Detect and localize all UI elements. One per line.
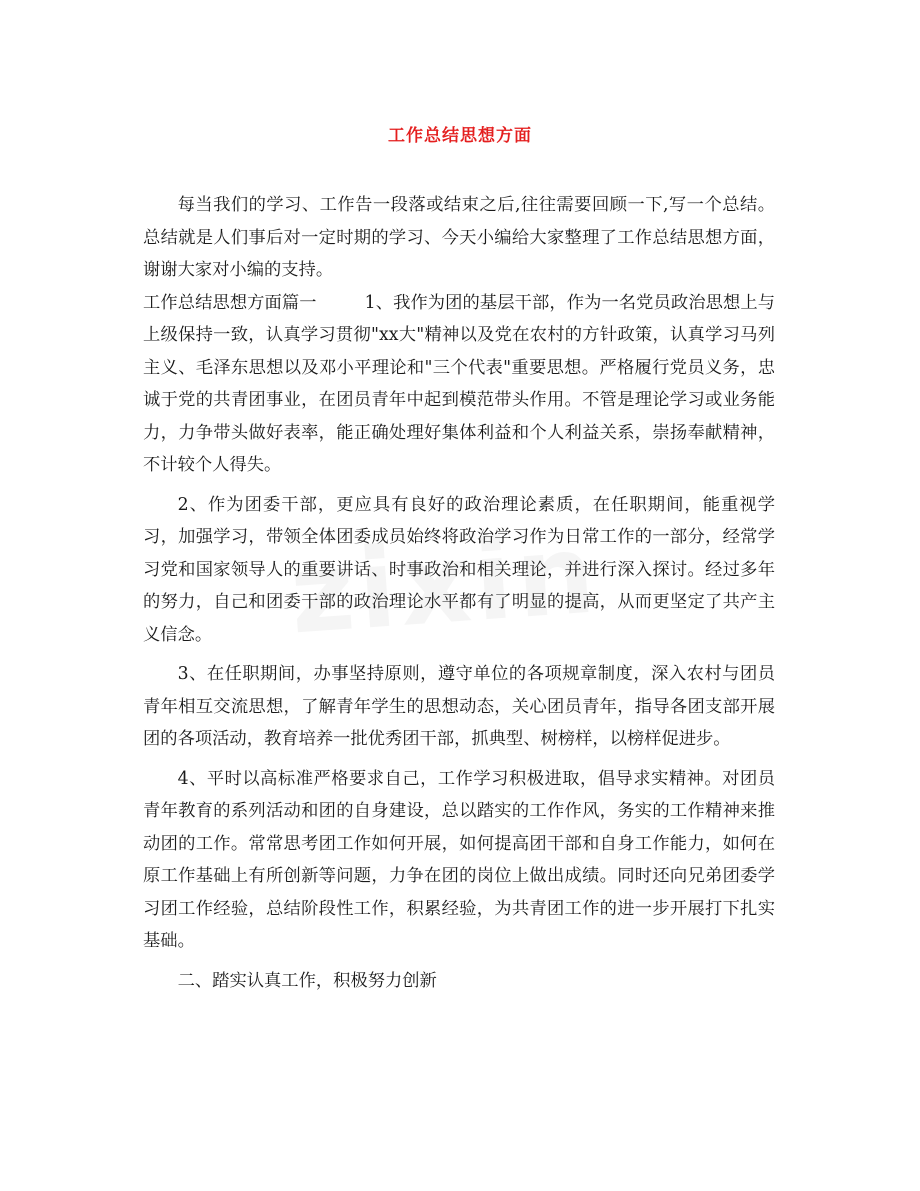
intro-paragraph: 每当我们的学习、工作告一段落或结束之后,往往需要回顾一下,写一个总结。总结就是人们事后对一定时期的学习、今天小编给大家整理了工作总结思想方面，谢谢大家对小编的支持。 (143, 195, 775, 280)
paragraph-2: 2、作为团委干部，更应具有良好的政治理论素质，在任职期间，能重视学习，加强学习，带领全体团委成员始终将政治学习作为日常工作的一部分，经常学习党和国家领导人的重要讲话、时事政治和相关理论，并进行深入探讨。经过多年的努力，自己和团委干部的政治理论水平都有了明显的提高，从而更坚定了共产主义信念。 (143, 494, 775, 645)
document-title: 工作总结思想方面 (388, 126, 532, 146)
paragraph-3: 3、在任职期间，办事坚持原则，遵守单位的各项规章制度，深入农村与团员青年相互交流思想，了解青年学生的思想动态，关心团员青年，指导各团支部开展团的各项活动，教育培养一批优秀团干部，抓典型、树榜样，以榜样促进步。 (143, 664, 775, 749)
paragraph-1: 1、我作为团的基层干部，作为一名党员政治思想上与上级保持一致，认真学习贯彻"xx大"精神以及党在农村的方针政策，认真学习马列主义、毛泽东思想以及邓小平理论和"三个代表"重要思想。严格履行党员义务，忠诚于党的共青团事业，在团员青年中起到模范带头作用。不管是理论学习或业务能力，力争带头做好表率，能正确处理好集体利益和个人利益关系，崇扬奉献精神，不计较个人得失。 (143, 292, 775, 475)
paragraph-4: 4、平时以高标准严格要求自己，工作学习积极进取，倡导求实精神。对团员青年教育的系列活动和团的自身建设，总以踏实的工作作风，务实的工作精神来推动团的工作。常常思考团工作如何开展，如何提高团干部和自身工作能力，如何在原工作基础上有所创新等问题，力争在团的岗位上做出成绩。同时还向兄弟团委学习团工作经验，总结阶段性工作，积累经验，为共青团工作的进一步开展打下扎实基础。 (143, 768, 775, 951)
document-body (143, 189, 775, 997)
section-heading: 工作总结思想方面篇一 (143, 292, 317, 313)
section-one-paragraph (143, 287, 775, 482)
heading-2: 二、踏实认真工作，积极努力创新 (177, 970, 437, 991)
